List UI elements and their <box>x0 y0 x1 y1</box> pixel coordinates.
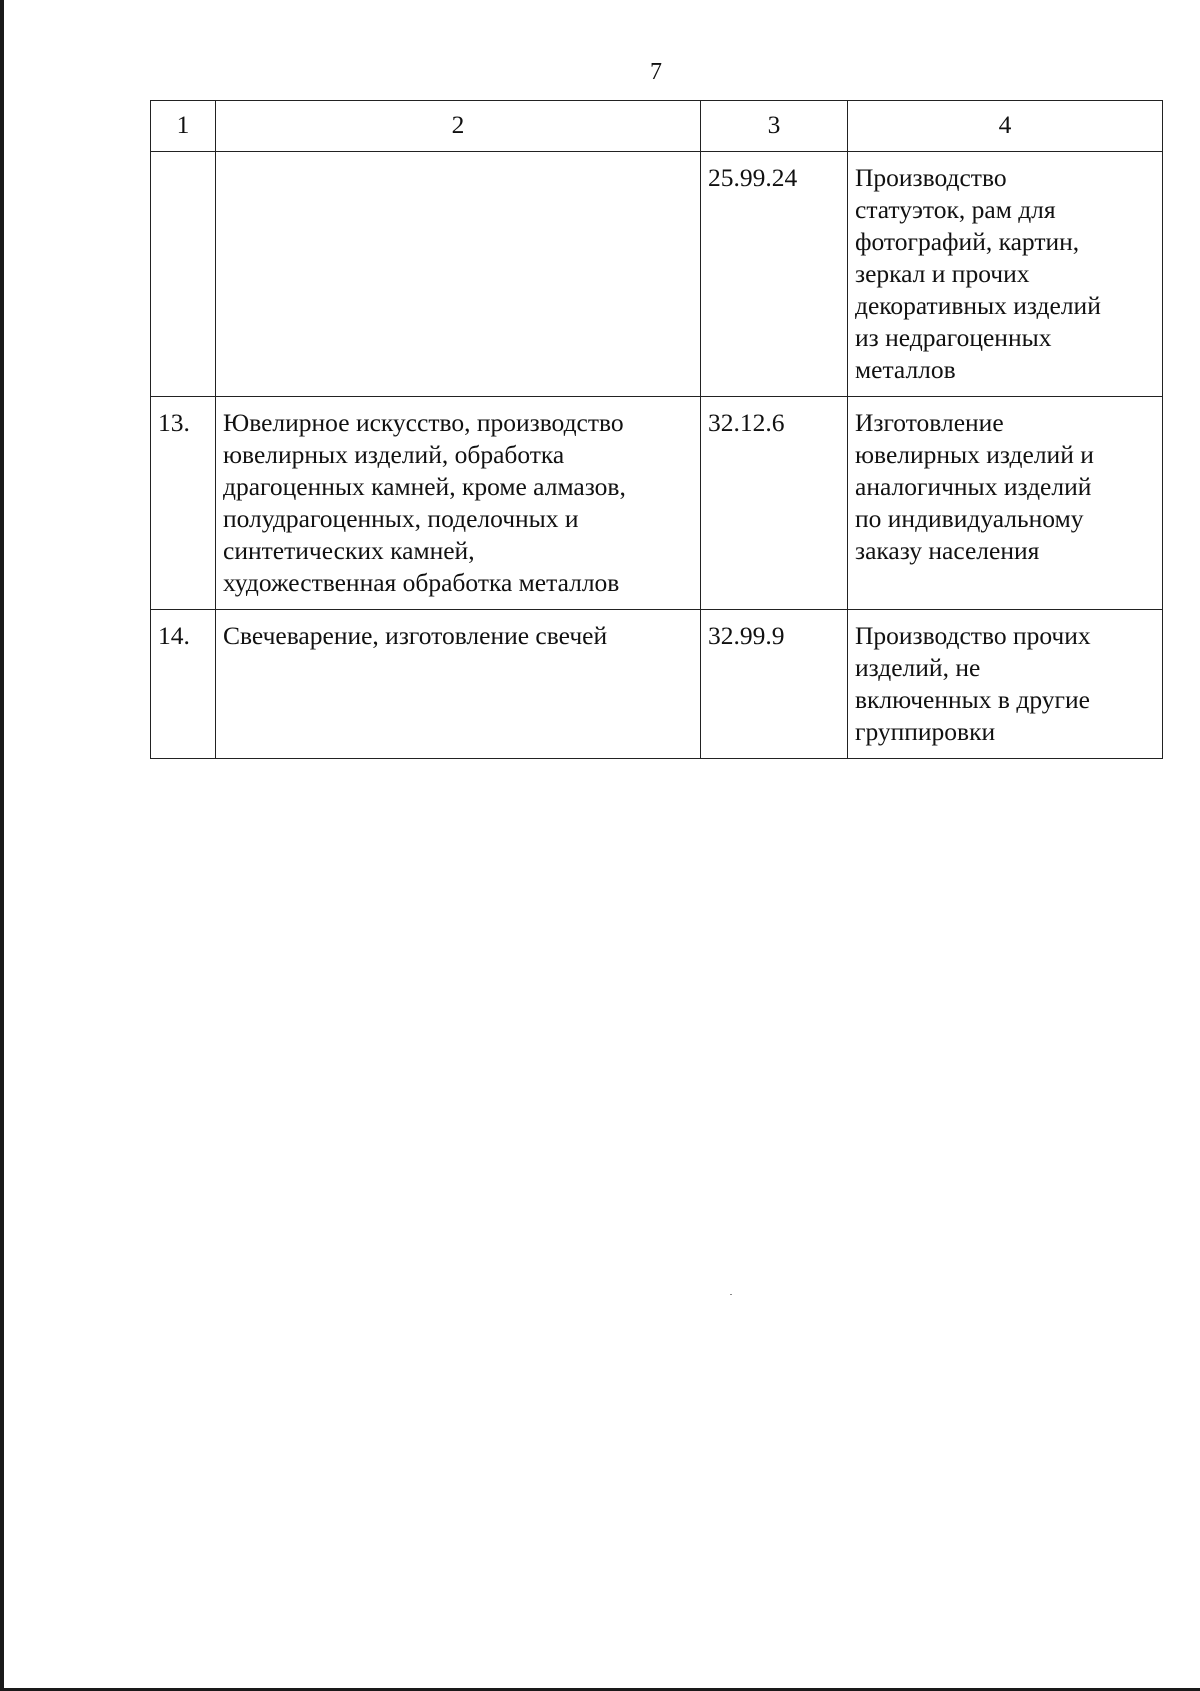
activity-name: Свечеварение, изготовление свечей <box>216 610 701 759</box>
activity-name <box>216 152 701 397</box>
header-col-4: 4 <box>848 101 1163 152</box>
table-header-row <box>151 101 1163 152</box>
scan-edge-left <box>0 0 4 1691</box>
row-number: 14. <box>151 610 216 759</box>
okved-code: 25.99.24 <box>701 152 848 397</box>
activity-codes-table <box>150 100 1163 759</box>
okved-code: 32.99.9 <box>701 610 848 759</box>
header-col-1: 1 <box>151 101 216 152</box>
activity-name: Ювелирное искусство, производство ювелирных изделий, обработка драгоценных камней, кроме алмазов, полудрагоценных, поделочных и синтетических камней, художественная обработка металлов <box>216 397 701 610</box>
activity-description: Производство статуэток, рам для фотографий, картин, зеркал и прочих декоративных изделий из недрагоценных металлов <box>848 152 1163 397</box>
page-number: 7 <box>650 59 662 85</box>
header-col-2: 2 <box>216 101 701 152</box>
scan-speck <box>730 1294 732 1295</box>
row-number <box>151 152 216 397</box>
okved-code: 32.12.6 <box>701 397 848 610</box>
header-col-3: 3 <box>701 101 848 152</box>
table-row <box>151 397 1163 610</box>
activity-description: Изготовление ювелирных изделий и аналогичных изделий по индивидуальному заказу населения <box>848 397 1163 610</box>
table-row <box>151 610 1163 759</box>
table-row <box>151 152 1163 397</box>
activity-description: Производство прочих изделий, не включенных в другие группировки <box>848 610 1163 759</box>
row-number: 13. <box>151 397 216 610</box>
